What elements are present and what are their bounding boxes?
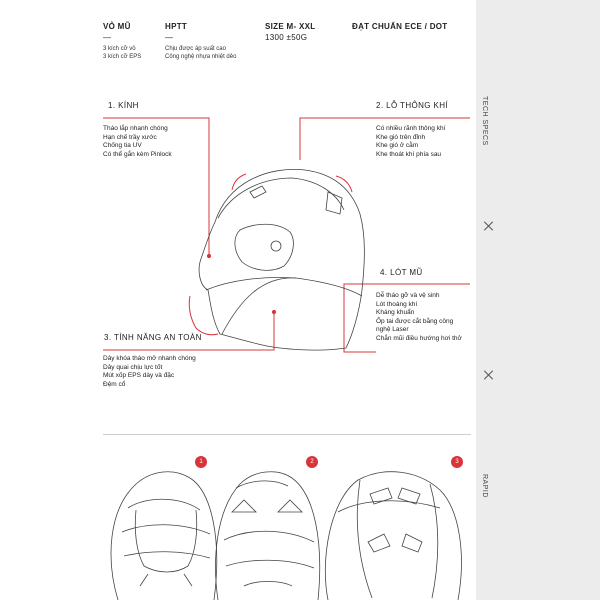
badge-1: 1 (195, 456, 207, 468)
rapid-tab[interactable]: RAPID (481, 474, 488, 498)
shell-line-1: 3 kích cỡ vỏ (103, 46, 136, 52)
list-item: Có thể gắn kèm Pinlock (103, 150, 172, 158)
leader-dot-visor (207, 254, 210, 257)
list-item: nghệ Laser (376, 326, 409, 333)
hptt-line-1: Chịu được áp suất cao (165, 46, 226, 52)
list-item: Khe gió trên đỉnh (376, 133, 426, 141)
badge-2: 2 (306, 456, 318, 468)
close-icon[interactable] (484, 370, 494, 380)
list-item: Mút xốp EPS dày và đặc (103, 372, 175, 379)
shell-dash: — (103, 33, 111, 42)
weight-value: 1300 ±50G (265, 33, 308, 42)
list-item: Có nhiều rãnh thông khí (376, 125, 446, 132)
helmet-top-view (325, 472, 461, 600)
section-visor-title: 1. KÍNH (108, 101, 139, 110)
list-item: Lót thoáng khí (376, 300, 418, 308)
list-item: Khe gió ở cằm (376, 142, 419, 149)
helmet-side-view (199, 169, 364, 350)
list-item: Dây quai chịu lực tốt (103, 363, 163, 371)
list-item: Chắn mũi điều hướng hơi thở (376, 334, 462, 342)
list-item: Ốp tai được cắt bằng công (376, 317, 454, 325)
leader-dot-safety (272, 310, 275, 313)
list-item: Hạn chế trầy xước (103, 133, 157, 141)
badge-3: 3 (451, 456, 463, 468)
size-title: SIZE M- XXL (265, 22, 316, 31)
side-tab-bar (476, 0, 600, 600)
leader-line-liner (344, 284, 470, 352)
hptt-line-2: Công nghệ nhựa nhiệt dẻo (165, 54, 237, 60)
certification-title: ĐẠT CHUẨN ECE / DOT (352, 22, 448, 31)
section-vent-title: 2. LỖ THÔNG KHÍ (376, 101, 449, 110)
helmet-front-view (111, 472, 217, 600)
list-item: Đệm cổ (103, 380, 126, 388)
helmet-rear-view (216, 472, 320, 600)
leader-line-visor (103, 118, 209, 255)
list-item: Khe thoát khí phía sau (376, 150, 442, 158)
list-item: Chống tia UV (103, 142, 142, 149)
list-item: Tháo lắp nhanh chóng (103, 125, 168, 132)
list-item: Dây khóa tháo mở nhanh chóng (103, 355, 196, 362)
list-item: Dễ tháo gỡ và vệ sinh (376, 292, 440, 299)
shell-line-2: 3 kích cỡ EPS (103, 54, 142, 60)
leader-line-vent (300, 118, 470, 160)
leader-line-safety (103, 313, 274, 350)
tech-specs-tab[interactable]: TECH SPECS (481, 96, 488, 146)
list-item: Kháng khuẩn (376, 309, 415, 316)
hptt-dash: — (165, 33, 173, 42)
close-icon[interactable] (484, 221, 494, 231)
section-liner-title: 4. LÓT MŨ (380, 268, 423, 277)
shell-title: VỎ MŨ (103, 22, 131, 31)
hptt-title: HPTT (165, 22, 188, 31)
section-safety-title: 3. TÍNH NĂNG AN TOÀN (104, 333, 202, 342)
